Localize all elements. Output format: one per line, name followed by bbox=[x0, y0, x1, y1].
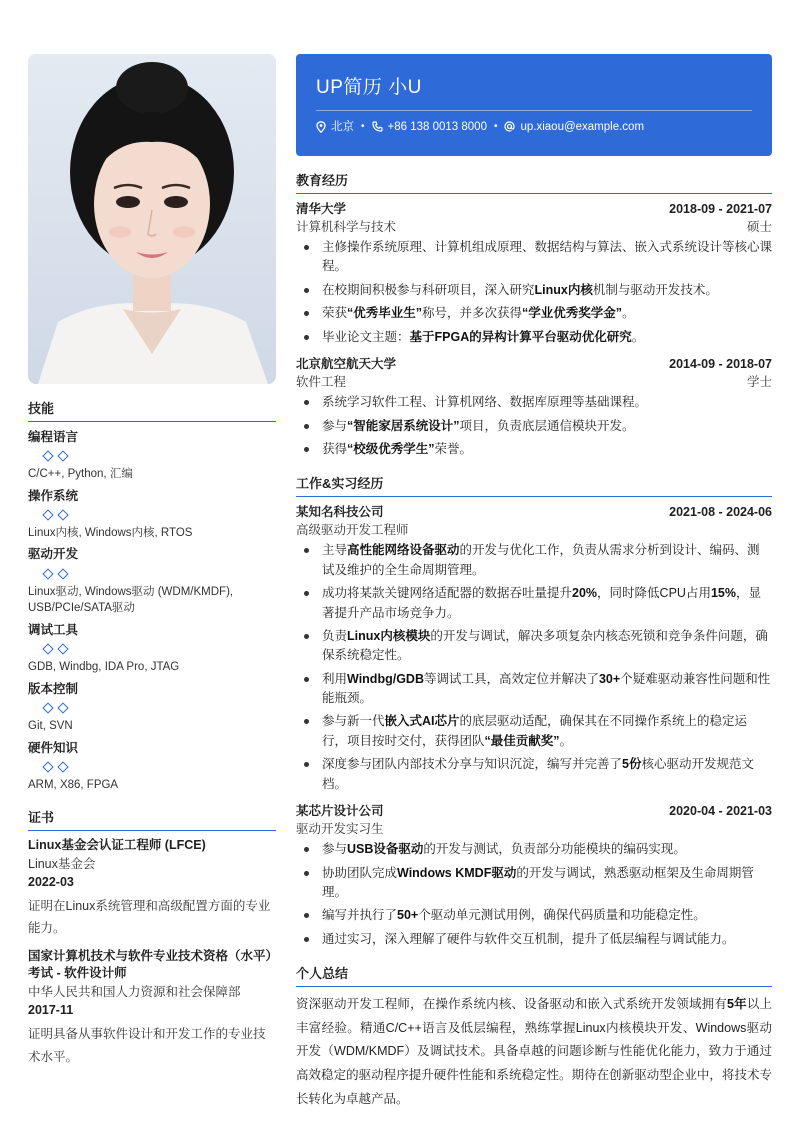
skill-value: ARM, X86, FPGA bbox=[28, 778, 119, 791]
skill-item bbox=[28, 545, 276, 616]
job-role: 高级驱动开发工程师 bbox=[296, 523, 409, 538]
certificate-name: Linux基金会认证工程师 (LFCE) bbox=[28, 838, 206, 853]
phone-item bbox=[372, 119, 487, 136]
job-role: 驱动开发实习生 bbox=[296, 822, 384, 837]
diamond-icon bbox=[42, 509, 53, 520]
summary-text: 资深驱动开发工程师，在操作系统内核、设备驱动和嵌入式系统开发领域拥有5年以上丰富经验。精通C/C++语言及低层编程，熟练掌握Linux内核模块开发、Windows驱动开发（WDM/KMDF）及调试技术。具备卓越的问题诊断与性能优化能力，致力于通过高效稳定的驱动程序提升硬件性能和系统稳定性。期待在创新驱动型企业中，将技术专长转化为卓越产品。 bbox=[296, 996, 772, 1106]
summary-section bbox=[296, 965, 772, 1112]
separator-dot: • bbox=[361, 120, 365, 132]
bullet-item: 利用Windbg/GDB等调试工具，高效定位并解决了30+个疑难驱动兼容性问题和性能瓶颈。 bbox=[296, 670, 772, 709]
separator-dot: • bbox=[493, 120, 498, 132]
school-name: 清华大学 bbox=[296, 201, 347, 216]
phone-icon bbox=[372, 121, 383, 132]
location-item bbox=[316, 119, 354, 136]
certificate-date: 2017-11 bbox=[28, 1003, 74, 1018]
skill-item bbox=[28, 680, 276, 735]
diamond-icon bbox=[42, 643, 53, 654]
certificate-item bbox=[28, 837, 276, 940]
bullet-item: 获得“校级优秀学生”荣誉。 bbox=[296, 440, 772, 459]
skill-item bbox=[28, 621, 276, 676]
school-name: 北京航空航天大学 bbox=[296, 356, 397, 371]
skill-name: 操作系统 bbox=[28, 488, 79, 503]
certificate-date: 2022-03 bbox=[28, 874, 74, 889]
location-text: 北京 bbox=[331, 120, 354, 133]
bullet-item: 主修操作系统原理、计算机组成原理、数据结构与算法、嵌入式系统设计等核心课程。 bbox=[296, 238, 772, 277]
certificate-name: 国家计算机技术与软件专业技术资格（水平）考试 - 软件设计师 bbox=[28, 948, 272, 981]
bullet-item: 参与新一代嵌入式AI芯片的底层驱动适配，确保其在不同操作系统上的稳定运行，项目按时交付，获得团队“最佳贡献奖”。 bbox=[296, 712, 772, 751]
entry-date: 2014-09 - 2018-07 bbox=[669, 356, 772, 371]
education-section bbox=[296, 172, 772, 459]
certificate-description: 证明在Linux系统管理和高级配置方面的专业能力。 bbox=[28, 898, 271, 936]
skill-level-diamonds bbox=[28, 564, 276, 584]
certificates-list bbox=[28, 837, 276, 1068]
bullet-item: 参与“智能家居系统设计”项目，负责底层通信模块开发。 bbox=[296, 417, 772, 436]
company-name: 某知名科技公司 bbox=[296, 505, 384, 520]
bullet-list bbox=[296, 840, 772, 949]
entry-header bbox=[296, 200, 772, 218]
skill-level-diamonds bbox=[28, 639, 276, 659]
degree: 硕士 bbox=[746, 219, 772, 234]
at-icon bbox=[504, 121, 515, 132]
skills-title: 技能 bbox=[28, 400, 276, 422]
bullet-list bbox=[296, 238, 772, 347]
entry-date: 2021-08 - 2024-06 bbox=[669, 505, 772, 520]
email-item[interactable] bbox=[504, 119, 644, 136]
diamond-icon bbox=[42, 761, 53, 772]
major: 计算机科学与技术 bbox=[296, 219, 397, 234]
skill-level-diamonds bbox=[28, 757, 276, 777]
work-entry bbox=[296, 503, 772, 794]
bullet-list bbox=[296, 393, 772, 459]
skill-name: 版本控制 bbox=[28, 681, 79, 696]
skills-list bbox=[28, 428, 276, 793]
skill-value: C/C++, Python, 汇编 bbox=[28, 467, 133, 480]
entry-header bbox=[296, 503, 772, 521]
diamond-icon bbox=[42, 450, 53, 461]
summary-title: 个人总结 bbox=[296, 965, 772, 987]
major: 软件工程 bbox=[296, 375, 347, 390]
bullet-item: 毕业论文主题：基于FPGA的异构计算平台驱动优化研究。 bbox=[296, 328, 772, 347]
skill-item bbox=[28, 487, 276, 542]
skill-name: 编程语言 bbox=[28, 429, 79, 444]
bullet-item: 负责Linux内核模块的开发与调试，解决多项复杂内核态死锁和竞争条件问题，确保系统稳定性。 bbox=[296, 627, 772, 666]
skill-name: 驱动开发 bbox=[28, 547, 79, 562]
skill-value: GDB, Windbg, IDA Pro, JTAG bbox=[28, 661, 180, 674]
bullet-item: 编写并执行了50+个驱动单元测试用例，确保代码质量和功能稳定性。 bbox=[296, 906, 772, 925]
education-entry bbox=[296, 200, 772, 347]
header-banner bbox=[296, 54, 772, 156]
skill-level-diamonds bbox=[28, 446, 276, 466]
skill-value: Git, SVN bbox=[28, 719, 73, 732]
entry-date: 2020-04 - 2021-03 bbox=[669, 803, 772, 818]
entry-header bbox=[296, 802, 772, 820]
skills-section bbox=[28, 400, 276, 793]
work-list bbox=[296, 503, 772, 949]
work-entry bbox=[296, 802, 772, 949]
skill-name: 硬件知识 bbox=[28, 740, 79, 755]
skill-level-diamonds bbox=[28, 505, 276, 525]
certificate-issuer: Linux基金会 bbox=[28, 856, 96, 871]
bullet-item: 协助团队完成Windows KMDF驱动的开发与调试，熟悉驱动框架及生命周期管理。 bbox=[296, 864, 772, 903]
entry-subheader bbox=[296, 521, 772, 539]
bullet-item: 系统学习软件工程、计算机网络、数据库原理等基础课程。 bbox=[296, 393, 772, 412]
certificates-title: 证书 bbox=[28, 809, 276, 831]
diamond-icon bbox=[57, 761, 68, 772]
diamond-icon bbox=[57, 509, 68, 520]
right-column bbox=[296, 54, 772, 1112]
diamond-icon bbox=[57, 568, 68, 579]
certificates-section bbox=[28, 809, 276, 1068]
candidate-name: UP简历 小U bbox=[316, 74, 752, 111]
bullet-item: 主导高性能网络设备驱动的开发与优化工作，负责从需求分析到设计、编码、测试及维护的全生命周期管理。 bbox=[296, 541, 772, 580]
diamond-icon bbox=[42, 702, 53, 713]
left-column bbox=[28, 54, 276, 1076]
degree: 学士 bbox=[746, 375, 772, 390]
phone-text: +86 138 0013 8000 bbox=[387, 120, 487, 133]
bullet-item: 荣获“优秀毕业生”称号，并多次获得“学业优秀奖学金”。 bbox=[296, 304, 772, 323]
skill-name: 调试工具 bbox=[28, 622, 79, 637]
entry-header bbox=[296, 355, 772, 373]
contact-row bbox=[316, 119, 752, 136]
skill-value: Linux内核, Windows内核, RTOS bbox=[28, 526, 193, 539]
entry-date: 2018-09 - 2021-07 bbox=[669, 201, 772, 216]
work-section bbox=[296, 475, 772, 949]
certificate-issuer: 中华人民共和国人力资源和社会保障部 bbox=[28, 984, 241, 999]
education-entry bbox=[296, 355, 772, 459]
bullet-item: 深度参与团队内部技术分享与知识沉淀，编写并完善了5份核心驱动开发规范文档。 bbox=[296, 755, 772, 794]
work-title: 工作&实习经历 bbox=[296, 475, 772, 497]
bullet-item: 成功将某款关键网络适配器的数据吞吐量提升20%，同时降低CPU占用15%，显著提升产品市场竞争力。 bbox=[296, 584, 772, 623]
bullet-item: 在校期间积极参与科研项目，深入研究Linux内核机制与驱动开发技术。 bbox=[296, 281, 772, 300]
entry-subheader bbox=[296, 373, 772, 391]
bullet-list bbox=[296, 541, 772, 794]
company-name: 某芯片设计公司 bbox=[296, 803, 384, 818]
skill-value: Linux驱动, Windows驱动 (WDM/KMDF), USB/PCIe/SATA驱动 bbox=[28, 585, 234, 615]
bullet-item: 通过实习，深入理解了硬件与软件交互机制，提升了低层编程与调试能力。 bbox=[296, 930, 772, 949]
education-title: 教育经历 bbox=[296, 172, 772, 194]
profile-photo bbox=[28, 54, 276, 384]
skill-item bbox=[28, 428, 276, 483]
education-list bbox=[296, 200, 772, 460]
entry-subheader bbox=[296, 820, 772, 838]
location-pin-icon bbox=[316, 121, 326, 133]
skill-level-diamonds bbox=[28, 698, 276, 718]
entry-subheader bbox=[296, 218, 772, 236]
certificate-item bbox=[28, 948, 276, 1068]
diamond-icon bbox=[42, 568, 53, 579]
skill-item bbox=[28, 739, 276, 794]
diamond-icon bbox=[57, 450, 68, 461]
diamond-icon bbox=[57, 643, 68, 654]
email-text[interactable]: up.xiaou@example.com bbox=[520, 120, 645, 133]
bullet-item: 参与USB设备驱动的开发与测试，负责部分功能模块的编码实现。 bbox=[296, 840, 772, 859]
certificate-description: 证明具备从事软件设计和开发工作的专业技术水平。 bbox=[28, 1027, 266, 1064]
diamond-icon bbox=[57, 702, 68, 713]
